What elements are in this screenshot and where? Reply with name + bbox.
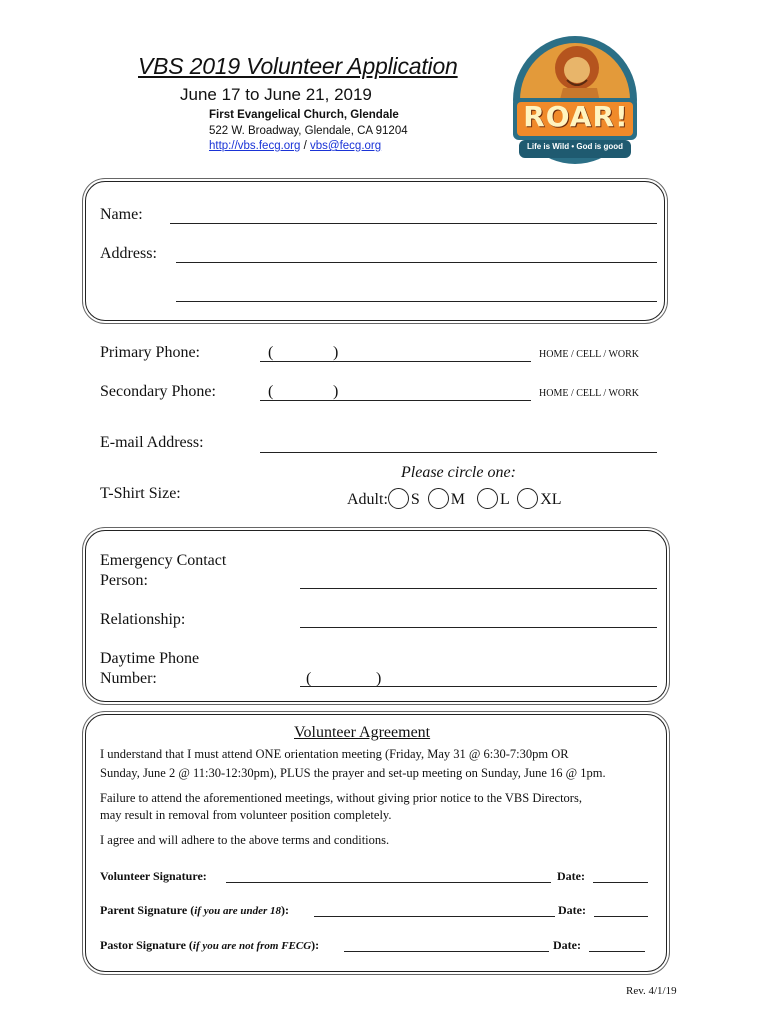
primary-phone-open: ( (268, 344, 274, 361)
pastor-signature-field[interactable] (344, 951, 549, 952)
link-separator: / (300, 140, 311, 152)
address-field-line2[interactable] (176, 301, 657, 302)
email-label: E-mail Address: (100, 434, 204, 451)
volunteer-date-label: Date: (557, 869, 585, 883)
agreement-para1-line1: I understand that I must attend ONE orientation meeting (Friday, May 31 @ 6:30-7:30pm OR (100, 747, 569, 761)
agreement-title: Volunteer Agreement (294, 724, 431, 741)
secondary-phone-types: HOME / CELL / WORK (539, 388, 639, 399)
size-xl-label: XL (540, 491, 562, 508)
volunteer-signature-field[interactable] (226, 882, 551, 883)
size-m-label: M (450, 491, 466, 508)
agreement-para2-line1: Failure to attend the aforementioned meetings, without giving prior notice to the VBS Directors, (100, 791, 582, 805)
size-l-circle[interactable] (477, 488, 498, 509)
personal-info-box (85, 181, 665, 321)
secondary-phone-field[interactable] (260, 400, 531, 401)
relationship-field[interactable] (300, 627, 657, 628)
size-s-circle[interactable] (388, 488, 409, 509)
logo-word: ROAR! (523, 100, 629, 133)
website-link[interactable]: http://vbs.fecg.org (209, 140, 301, 152)
email-field[interactable] (260, 452, 657, 453)
size-m-circle[interactable] (428, 488, 449, 509)
emergency-contact-label-1: Emergency Contact (100, 552, 227, 569)
email-link[interactable]: vbs@fecg.org (310, 140, 382, 152)
secondary-phone-close: ) (333, 383, 339, 400)
relationship-label: Relationship: (100, 611, 186, 628)
adult-label: Adult: (347, 491, 388, 508)
size-l-label: L (500, 491, 510, 508)
volunteer-date-field[interactable] (593, 882, 648, 883)
pastor-date-field[interactable] (589, 951, 645, 952)
church-name: First Evangelical Church, Glendale (209, 109, 399, 121)
daytime-phone-field[interactable] (300, 686, 657, 687)
parent-date-field[interactable] (594, 916, 648, 917)
contact-links (209, 140, 381, 152)
tshirt-label: T-Shirt Size: (100, 485, 181, 502)
size-xl-circle[interactable] (517, 488, 538, 509)
emergency-contact-field[interactable] (300, 588, 657, 589)
name-label: Name: (100, 206, 143, 223)
revision-note: Rev. 4/1/19 (626, 985, 677, 997)
secondary-phone-label: Secondary Phone: (100, 383, 216, 400)
agreement-para1-line2: Sunday, June 2 @ 11:30-12:30pm), PLUS the prayer and set-up meeting on Sunday, June 16 @ 1pm. (100, 766, 606, 780)
primary-phone-types: HOME / CELL / WORK (539, 349, 639, 360)
church-address: 522 W. Broadway, Glendale, CA 91204 (209, 125, 408, 137)
page-title: VBS 2019 Volunteer Application (138, 53, 458, 79)
secondary-phone-open: ( (268, 383, 274, 400)
logo-tagline: Life is Wild • God is good (526, 142, 624, 151)
agreement-para3: I agree and will adhere to the above terms and conditions. (100, 833, 390, 847)
parent-signature-label: Parent Signature (if you are under 18): (100, 903, 289, 917)
daytime-phone-close: ) (376, 670, 382, 687)
primary-phone-label: Primary Phone: (100, 344, 200, 361)
parent-signature-field[interactable] (314, 916, 555, 917)
agreement-para2-line2: may result in removal from volunteer position completely. (100, 808, 392, 822)
daytime-phone-label-1: Daytime Phone (100, 650, 200, 667)
daytime-phone-open: ( (306, 670, 312, 687)
parent-date-label: Date: (558, 903, 586, 917)
primary-phone-close: ) (333, 344, 339, 361)
tshirt-size-options (347, 488, 562, 509)
event-dates: June 17 to June 21, 2019 (180, 85, 372, 104)
address-field-line1[interactable] (176, 262, 657, 263)
volunteer-signature-label: Volunteer Signature: (100, 869, 207, 883)
roar-logo (505, 28, 645, 168)
size-s-label: S (410, 491, 420, 508)
pastor-date-label: Date: (553, 938, 581, 952)
circle-prompt: Please circle one: (401, 464, 516, 481)
primary-phone-field[interactable] (260, 361, 531, 362)
pastor-signature-label: Pastor Signature (if you are not from FECG): (100, 938, 320, 952)
emergency-contact-label-2: Person: (100, 572, 148, 589)
daytime-phone-label-2: Number: (100, 670, 157, 687)
address-label: Address: (100, 245, 157, 262)
name-field[interactable] (170, 223, 657, 224)
